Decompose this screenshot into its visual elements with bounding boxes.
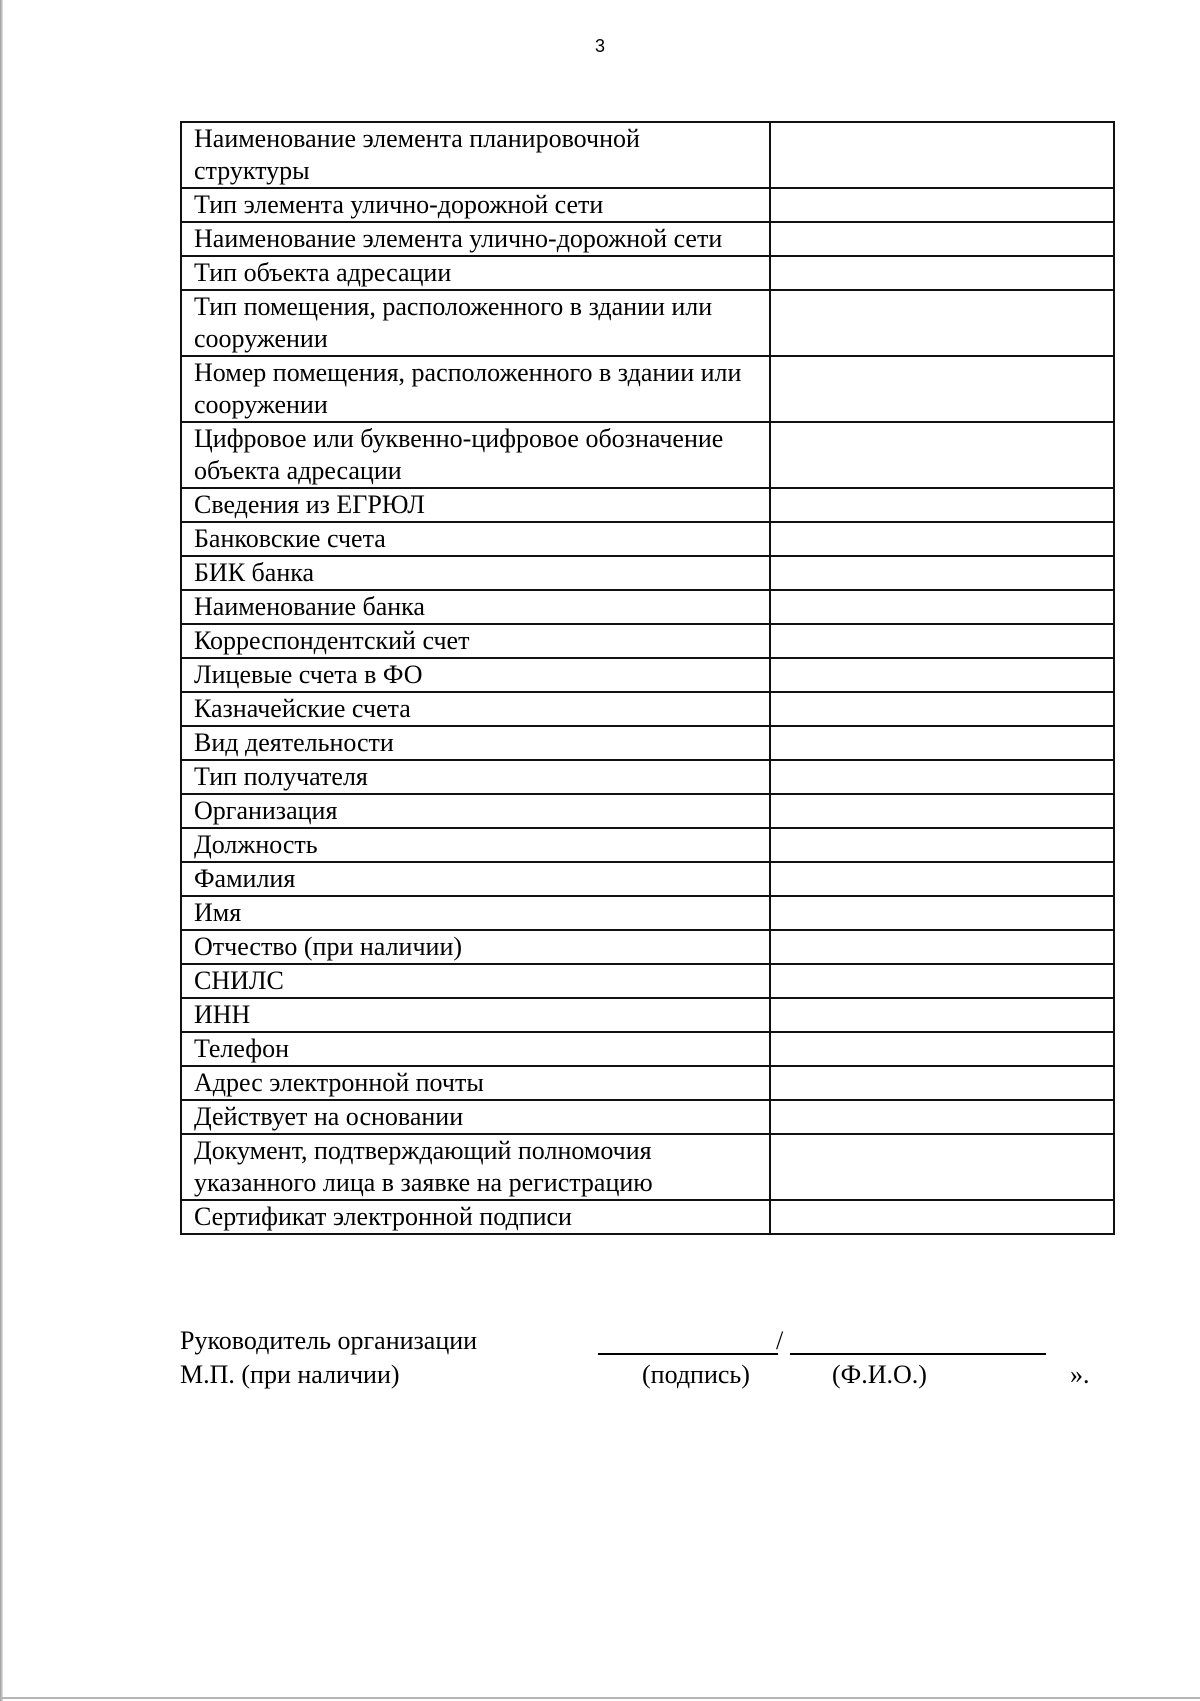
table-row	[181, 624, 1114, 658]
table-row	[181, 964, 1114, 998]
table-row	[181, 658, 1114, 692]
row-label: СНИЛС	[181, 964, 770, 998]
seal-note: М.П. (при наличии)	[180, 1360, 400, 1389]
row-label: Фамилия	[181, 862, 770, 896]
signature-line[interactable]	[598, 1353, 778, 1355]
row-label: ИНН	[181, 998, 770, 1032]
row-label: Цифровое или буквенно-цифровое обозначение объекта адресации	[181, 422, 770, 488]
row-label: Отчество (при наличии)	[181, 930, 770, 964]
row-label: БИК банка	[181, 556, 770, 590]
table-row	[181, 122, 1114, 188]
table-row	[181, 896, 1114, 930]
full-name-line[interactable]	[790, 1353, 1046, 1355]
row-value-cell[interactable]	[770, 658, 1114, 692]
table-row	[181, 256, 1114, 290]
row-label: Тип объекта адресации	[181, 256, 770, 290]
table-row	[181, 1200, 1114, 1234]
table-row	[181, 1134, 1114, 1200]
row-label: Документ, подтверждающий полномочия указанного лица в заявке на регистрацию	[181, 1134, 770, 1200]
row-value-cell[interactable]	[770, 488, 1114, 522]
table-row	[181, 422, 1114, 488]
row-value-cell[interactable]	[770, 726, 1114, 760]
signature-block	[180, 1325, 1130, 1405]
signature-separator: /	[776, 1326, 784, 1355]
row-value-cell[interactable]	[770, 1134, 1114, 1200]
row-value-cell[interactable]	[770, 1200, 1114, 1234]
table-row	[181, 1100, 1114, 1134]
row-label: Адрес электронной почты	[181, 1066, 770, 1100]
row-label: Сертификат электронной подписи	[181, 1200, 770, 1234]
signatory-role: Руководитель организации	[180, 1326, 478, 1355]
table-row	[181, 794, 1114, 828]
table-row	[181, 828, 1114, 862]
table-row	[181, 188, 1114, 222]
row-label: Казначейские счета	[181, 692, 770, 726]
scan-edge-left	[0, 0, 3, 1701]
row-label: Тип получателя	[181, 760, 770, 794]
table-row	[181, 1032, 1114, 1066]
row-value-cell[interactable]	[770, 964, 1114, 998]
row-label: Наименование банка	[181, 590, 770, 624]
row-value-cell[interactable]	[770, 760, 1114, 794]
row-label: Наименование элемента планировочной структуры	[181, 122, 770, 188]
row-label: Тип помещения, расположенного в здании или сооружении	[181, 290, 770, 356]
table-row	[181, 590, 1114, 624]
row-value-cell[interactable]	[770, 862, 1114, 896]
table-row	[181, 222, 1114, 256]
row-value-cell[interactable]	[770, 256, 1114, 290]
row-value-cell[interactable]	[770, 522, 1114, 556]
row-value-cell[interactable]	[770, 122, 1114, 188]
row-label: Организация	[181, 794, 770, 828]
row-label: Имя	[181, 896, 770, 930]
scan-edge-bottom	[0, 1697, 1200, 1699]
table-row	[181, 1066, 1114, 1100]
page-number: 3	[594, 36, 605, 56]
row-label: Лицевые счета в ФО	[181, 658, 770, 692]
row-label: Тип элемента улично-дорожной сети	[181, 188, 770, 222]
table-row	[181, 488, 1114, 522]
row-value-cell[interactable]	[770, 930, 1114, 964]
table-row	[181, 290, 1114, 356]
row-label: Сведения из ЕГРЮЛ	[181, 488, 770, 522]
row-value-cell[interactable]	[770, 222, 1114, 256]
table-row	[181, 862, 1114, 896]
row-value-cell[interactable]	[770, 590, 1114, 624]
table-row	[181, 556, 1114, 590]
table-row	[181, 692, 1114, 726]
row-value-cell[interactable]	[770, 794, 1114, 828]
row-label: Вид деятельности	[181, 726, 770, 760]
signature-caption: (подпись)	[642, 1360, 750, 1389]
full-name-caption: (Ф.И.О.)	[832, 1360, 927, 1389]
row-label: Корреспондентский счет	[181, 624, 770, 658]
row-value-cell[interactable]	[770, 556, 1114, 590]
row-value-cell[interactable]	[770, 624, 1114, 658]
table-row	[181, 760, 1114, 794]
row-value-cell[interactable]	[770, 1100, 1114, 1134]
row-value-cell[interactable]	[770, 1032, 1114, 1066]
row-value-cell[interactable]	[770, 422, 1114, 488]
table-row	[181, 356, 1114, 422]
registration-data-table	[180, 121, 1115, 1235]
row-value-cell[interactable]	[770, 828, 1114, 862]
table-row	[181, 998, 1114, 1032]
row-value-cell[interactable]	[770, 896, 1114, 930]
row-label: Действует на основании	[181, 1100, 770, 1134]
row-label: Должность	[181, 828, 770, 862]
row-label: Банковские счета	[181, 522, 770, 556]
row-value-cell[interactable]	[770, 356, 1114, 422]
table-row	[181, 522, 1114, 556]
table-row	[181, 930, 1114, 964]
row-label: Телефон	[181, 1032, 770, 1066]
row-value-cell[interactable]	[770, 998, 1114, 1032]
table-row	[181, 726, 1114, 760]
row-value-cell[interactable]	[770, 1066, 1114, 1100]
row-value-cell[interactable]	[770, 188, 1114, 222]
row-label: Наименование элемента улично-дорожной сети	[181, 222, 770, 256]
row-value-cell[interactable]	[770, 692, 1114, 726]
row-label: Номер помещения, расположенного в здании или сооружении	[181, 356, 770, 422]
row-value-cell[interactable]	[770, 290, 1114, 356]
closing-quote: ».	[1070, 1360, 1090, 1389]
